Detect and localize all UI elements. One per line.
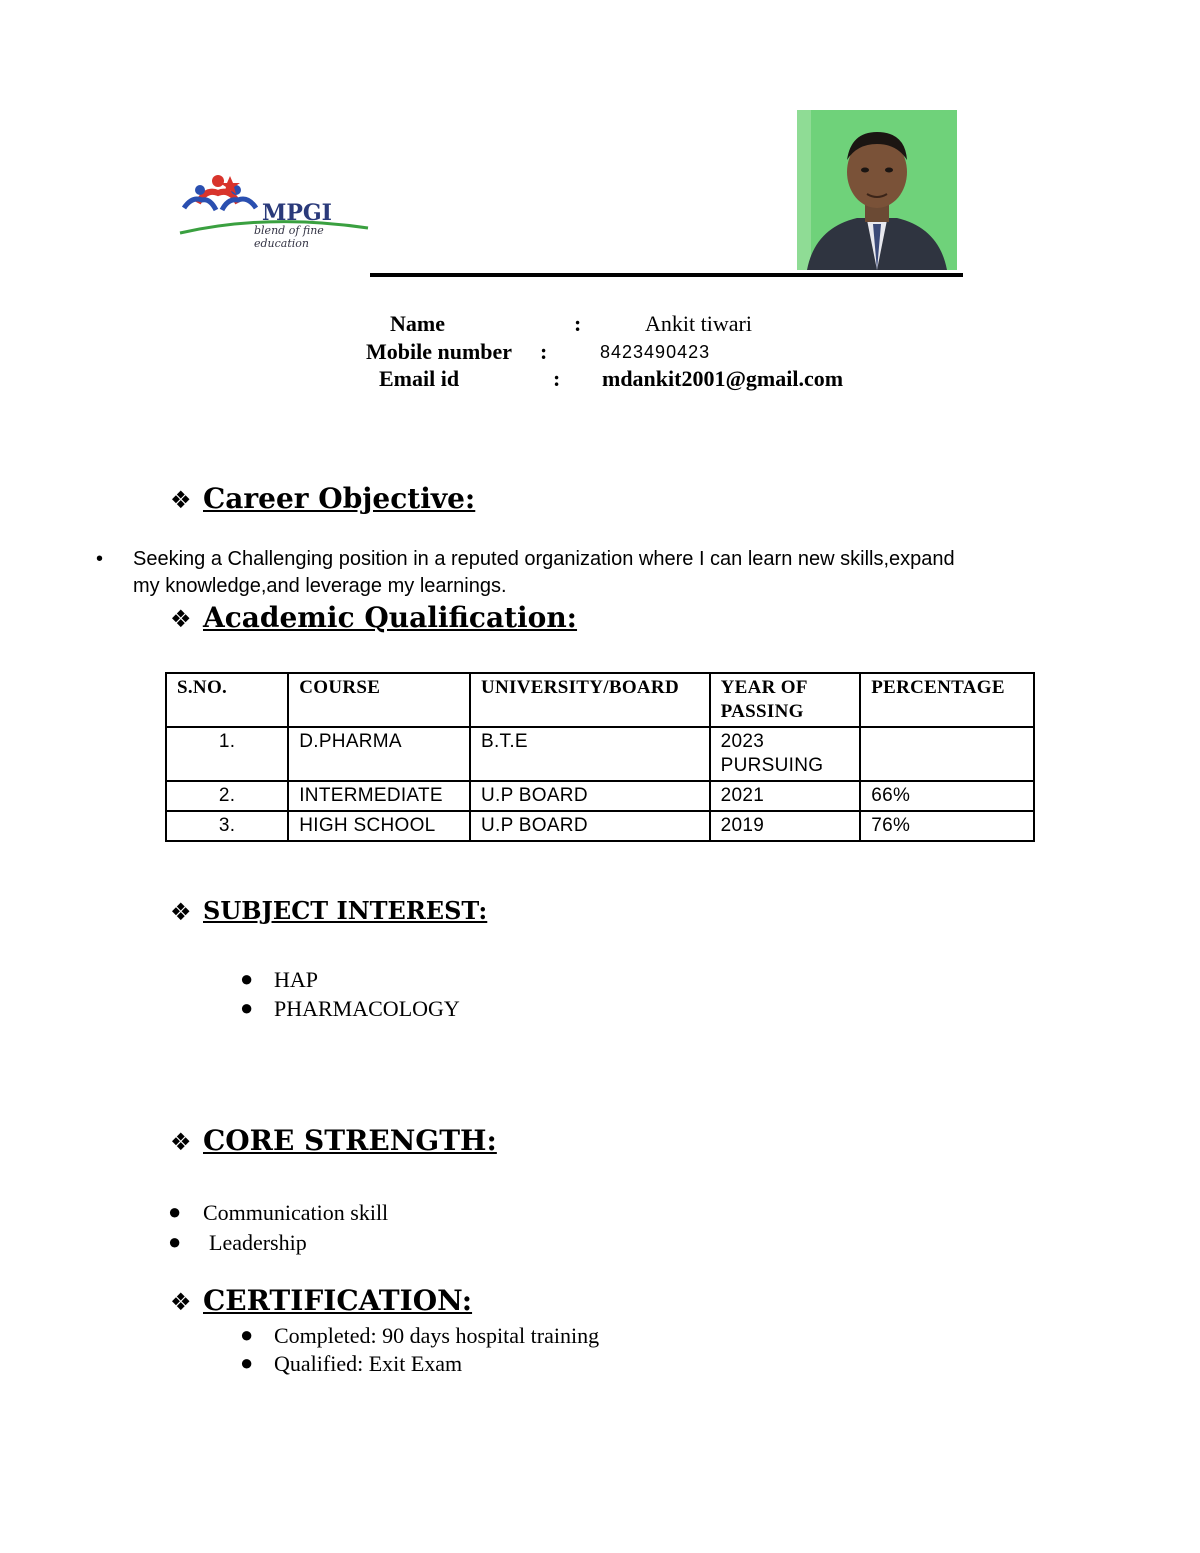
list-item: Qualified: Exit Exam (274, 1351, 463, 1376)
table-header-cell: COURSE (288, 673, 470, 727)
table-cell (860, 727, 1034, 781)
table-cell: 66% (860, 781, 1034, 811)
table-cell: 1. (166, 727, 288, 781)
table-cell: HIGH SCHOOL (288, 811, 470, 841)
table-cell: 2. (166, 781, 288, 811)
table-row (166, 811, 1034, 841)
list-item: Communication skill (203, 1200, 389, 1225)
table-cell: 2021 (710, 781, 861, 811)
table-header-row (166, 673, 1034, 727)
mobile-value: 8423490423 (600, 342, 711, 362)
name-label: Name (390, 311, 445, 336)
core-strength-heading: CORE STRENGTH: (203, 1124, 497, 1157)
diamond-icon: ❖ (170, 1288, 192, 1316)
table-header-cell: PERCENTAGE (860, 673, 1034, 727)
career-objective-line-2: my knowledge,and leverage my learnings. (133, 575, 507, 597)
diamond-icon: ❖ (170, 898, 192, 926)
table-cell: U.P BOARD (470, 781, 710, 811)
header-divider (370, 273, 963, 277)
bullet-dot-icon: ● (240, 995, 254, 1020)
list-item: Completed: 90 days hospital training (274, 1323, 600, 1348)
table-header-cell: S.NO. (166, 673, 288, 727)
table-cell: 3. (166, 811, 288, 841)
person-photo-icon (797, 110, 957, 270)
table-cell: 76% (860, 811, 1034, 841)
table-cell: 2019 (710, 811, 861, 841)
mobile-colon: : (540, 339, 548, 364)
mpgi-logo (178, 148, 370, 268)
table-header-cell: UNIVERSITY/BOARD (470, 673, 710, 727)
profile-photo (797, 110, 957, 270)
table-cell: U.P BOARD (470, 811, 710, 841)
career-objective-heading: Career Objective: (203, 482, 476, 515)
certification-heading: CERTIFICATION: (203, 1284, 473, 1317)
career-objective-line-1: Seeking a Challenging position in a reputed organization where I can learn new skills,expand (133, 548, 955, 570)
subject-interest-heading: SUBJECT INTEREST: (203, 896, 488, 925)
table-cell: 2023 PURSUING (710, 727, 861, 781)
table-cell: D.PHARMA (288, 727, 470, 781)
academic-table (165, 672, 1035, 842)
bullet-dot-icon: ● (240, 966, 254, 991)
bullet-dot-icon: • (96, 548, 104, 570)
logo-tagline: blend of fine education (254, 224, 324, 250)
table-cell: B.T.E (470, 727, 710, 781)
table-cell: INTERMEDIATE (288, 781, 470, 811)
bullet-dot-icon: ● (168, 1199, 182, 1224)
list-item: Leadership (209, 1230, 307, 1255)
email-colon: : (553, 366, 561, 391)
email-value: mdankit2001@gmail.com (602, 366, 844, 391)
mobile-label: Mobile number (366, 339, 513, 364)
email-label: Email id (379, 366, 460, 391)
name-colon: : (574, 311, 582, 336)
diamond-icon: ❖ (170, 1128, 192, 1156)
table-row (166, 727, 1034, 781)
bullet-dot-icon: ● (240, 1322, 254, 1347)
logo-text: MPGI (262, 200, 332, 226)
table-row (166, 781, 1034, 811)
list-item: PHARMACOLOGY (274, 996, 460, 1021)
academic-heading: Academic Qualification: (203, 601, 578, 634)
name-value: Ankit tiwari (645, 311, 752, 336)
table-header-cell: YEAR OF PASSING (710, 673, 861, 727)
list-item: HAP (274, 967, 319, 992)
bullet-dot-icon: ● (168, 1229, 182, 1254)
bullet-dot-icon: ● (240, 1350, 254, 1375)
diamond-icon: ❖ (170, 605, 192, 633)
diamond-icon: ❖ (170, 486, 192, 514)
